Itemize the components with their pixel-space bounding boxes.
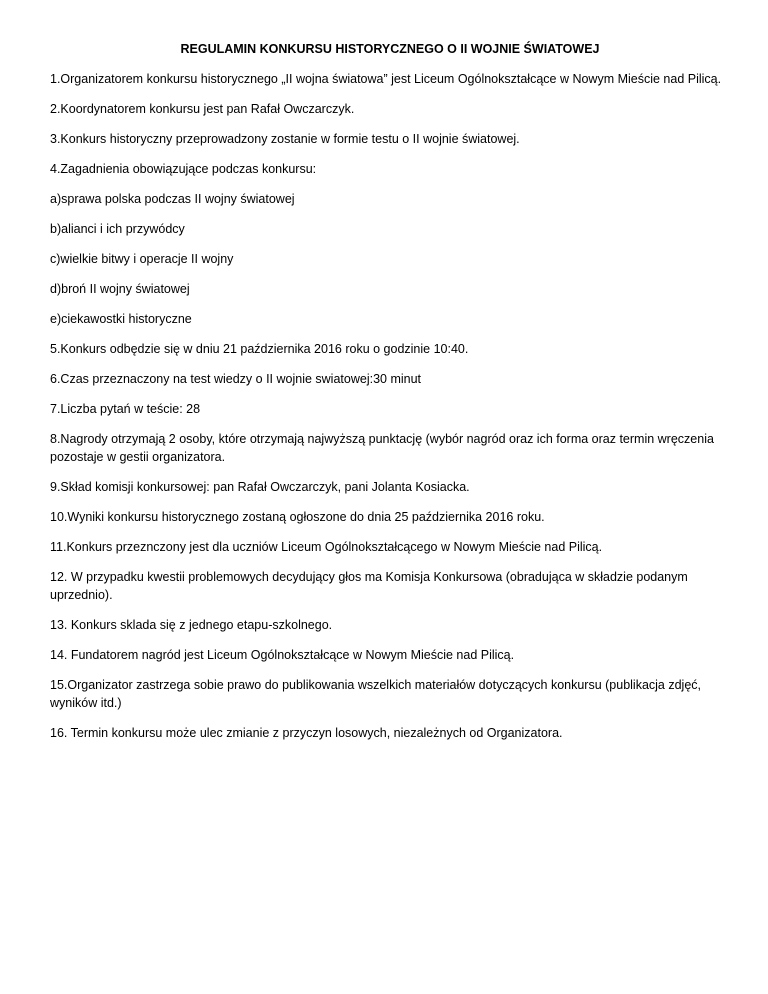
rule-paragraph-6: 6.Czas przeznaczony na test wiedzy o II wojnie swiatowej:30 minut	[50, 372, 422, 386]
rule-paragraph-9: 9.Skład komisji konkursowej: pan Rafał Owczarczyk, pani Jolanta Kosiacka.	[50, 480, 470, 494]
topic-item-e: e)ciekawostki historyczne	[50, 312, 192, 326]
document-page	[50, 40, 730, 754]
rule-paragraph-10: 10.Wyniki konkursu historycznego zostaną ogłoszone do dnia 25 października 2016 roku.	[50, 510, 545, 524]
rule-paragraph-2: 2.Koordynatorem konkursu jest pan Rafał Owczarczyk.	[50, 102, 355, 116]
rule-paragraph-15: 15.Organizator zastrzega sobie prawo do publikowania wszelkich materiałów dotyczących konkursu (publikacja zdjęć, wyników itd.)	[50, 678, 702, 710]
rule-paragraph-4: 4.Zagadnienia obowiązujące podczas konkursu:	[50, 162, 317, 176]
rule-paragraph-13: 13. Konkurs sklada się z jednego etapu-szkolnego.	[50, 618, 333, 632]
rule-paragraph-1: 1.Organizatorem konkursu historycznego „II wojna światowa” jest Liceum Ogólnokształcące w Nowym Mieście nad Pilicą.	[50, 72, 722, 86]
topic-item-c: c)wielkie bitwy i operacje II wojny	[50, 252, 234, 266]
topic-item-d: d)broń II wojny światowej	[50, 282, 190, 296]
rule-paragraph-14: 14. Fundatorem nagród jest Liceum Ogólnokształcące w Nowym Mieście nad Pilicą.	[50, 648, 515, 662]
rule-paragraph-3: 3.Konkurs historyczny przeprowadzony zostanie w formie testu o II wojnie światowej.	[50, 132, 520, 146]
topic-item-b: b)alianci i ich przywódcy	[50, 222, 185, 236]
rule-paragraph-5: 5.Konkurs odbędzie się w dniu 21 października 2016 roku o godzinie 10:40.	[50, 342, 469, 356]
rule-paragraph-11: 11.Konkurs przeznczony jest dla uczniów Liceum Ogólnokształcącego w Nowym Mieście nad Pilicą.	[50, 540, 603, 554]
rule-paragraph-16: 16. Termin konkursu może ulec zmianie z przyczyn losowych, niezależnych od Organizatora.	[50, 726, 563, 740]
topic-item-a: a)sprawa polska podczas II wojny światowej	[50, 192, 295, 206]
rule-paragraph-8: 8.Nagrody otrzymają 2 osoby, które otrzymają najwyższą punktację (wybór nagród oraz ich forma oraz termin wręczenia pozostaje w gestii organizatora.	[50, 432, 714, 464]
rule-paragraph-12: 12. W przypadku kwestii problemowych decydujący głos ma Komisja Konkursowa (obradująca w składzie podanym uprzednio).	[50, 570, 688, 602]
rule-paragraph-7: 7.Liczba pytań w teście: 28	[50, 402, 201, 416]
document-title: REGULAMIN KONKURSU HISTORYCZNEGO O II WOJNIE ŚWIATOWEJ	[180, 42, 600, 56]
